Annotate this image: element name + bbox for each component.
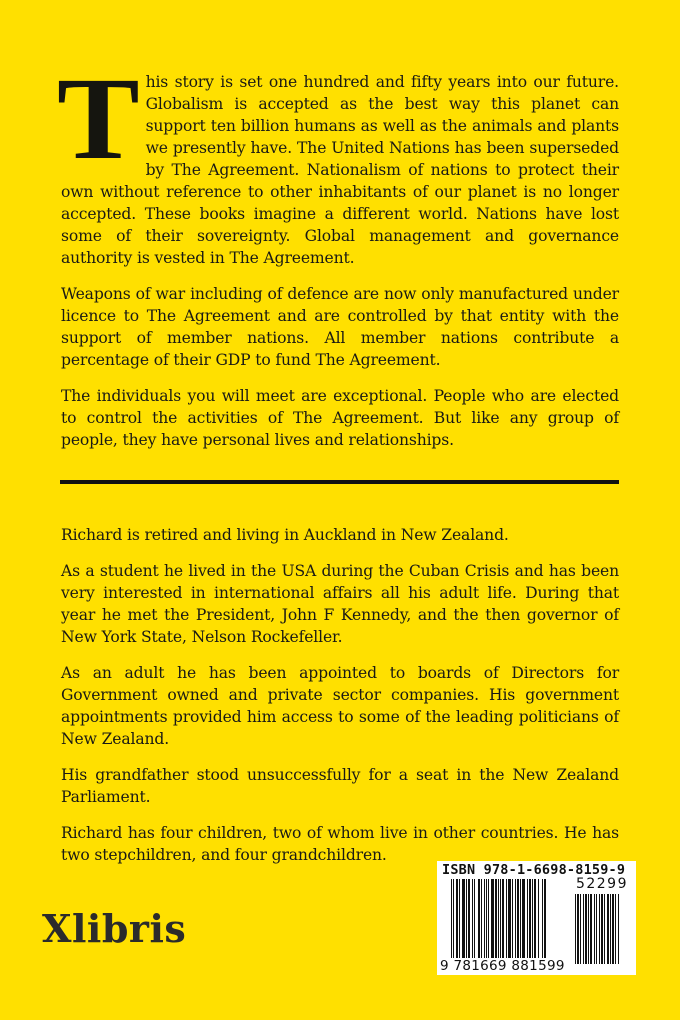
author-bio xyxy=(61,524,619,880)
blurb-paragraph-3: The individuals you will meet are exceptional. People who are elected to control the activities of The Agreement. But like any group of people, they have personal lives and relationships. xyxy=(61,387,619,449)
blurb-paragraph-1 xyxy=(57,53,619,269)
bio-paragraph-1: Richard is retired and living in Auckland in New Zealand. xyxy=(61,526,509,544)
isbn-barcode xyxy=(437,861,636,975)
bio-paragraph-5: Richard has four children, two of whom live in other countries. He has two stepchildren, and four grandchildren. xyxy=(61,824,619,864)
ean-digits: 9 781669 881599 xyxy=(440,958,565,974)
barcode-bars-main xyxy=(451,879,571,966)
barcode-bars-addon xyxy=(575,894,631,964)
price-code: 52299 xyxy=(575,876,628,892)
blurb-paragraph-1-text: his story is set one hundred and fifty years into our future. Globalism is accepted as the best way this planet can support ten billion humans as well as the animals and plants we presently have. The United Nations has been superseded by The Agreement. Nationalism of nations to protect their own without reference to other inhabitants of our planet is no longer accepted. These books imagine a different world. Nations have lost some of their sovereignty. Global management and governance authority is vested in The Agreement. xyxy=(61,73,619,267)
bio-paragraph-3: As an adult he has been appointed to boards of Directors for Government owned and private sector companies. His government appointments provided him access to some of the leading politicians of New Zealand. xyxy=(61,664,619,748)
drop-cap-letter: T xyxy=(57,53,140,184)
book-blurb xyxy=(57,53,619,465)
bio-paragraph-4: His grandfather stood unsuccessfully for a seat in the New Zealand Parliament. xyxy=(61,766,619,806)
blurb-paragraph-2: Weapons of war including of defence are now only manufactured under licence to The Agreement and are controlled by that entity with the support of member nations. All member nations contribute a percentage of their GDP to fund The Agreement. xyxy=(61,285,619,369)
publisher-logo: Xlibris xyxy=(42,906,187,951)
section-divider xyxy=(60,480,619,484)
bio-paragraph-2: As a student he lived in the USA during the Cuban Crisis and has been very interested in international affairs all his adult life. During that year he met the President, John F Kennedy, and the then governor of New York State, Nelson Rockefeller. xyxy=(61,562,619,646)
isbn-label: ISBN 978-1-6698-8159-9 xyxy=(442,862,626,878)
